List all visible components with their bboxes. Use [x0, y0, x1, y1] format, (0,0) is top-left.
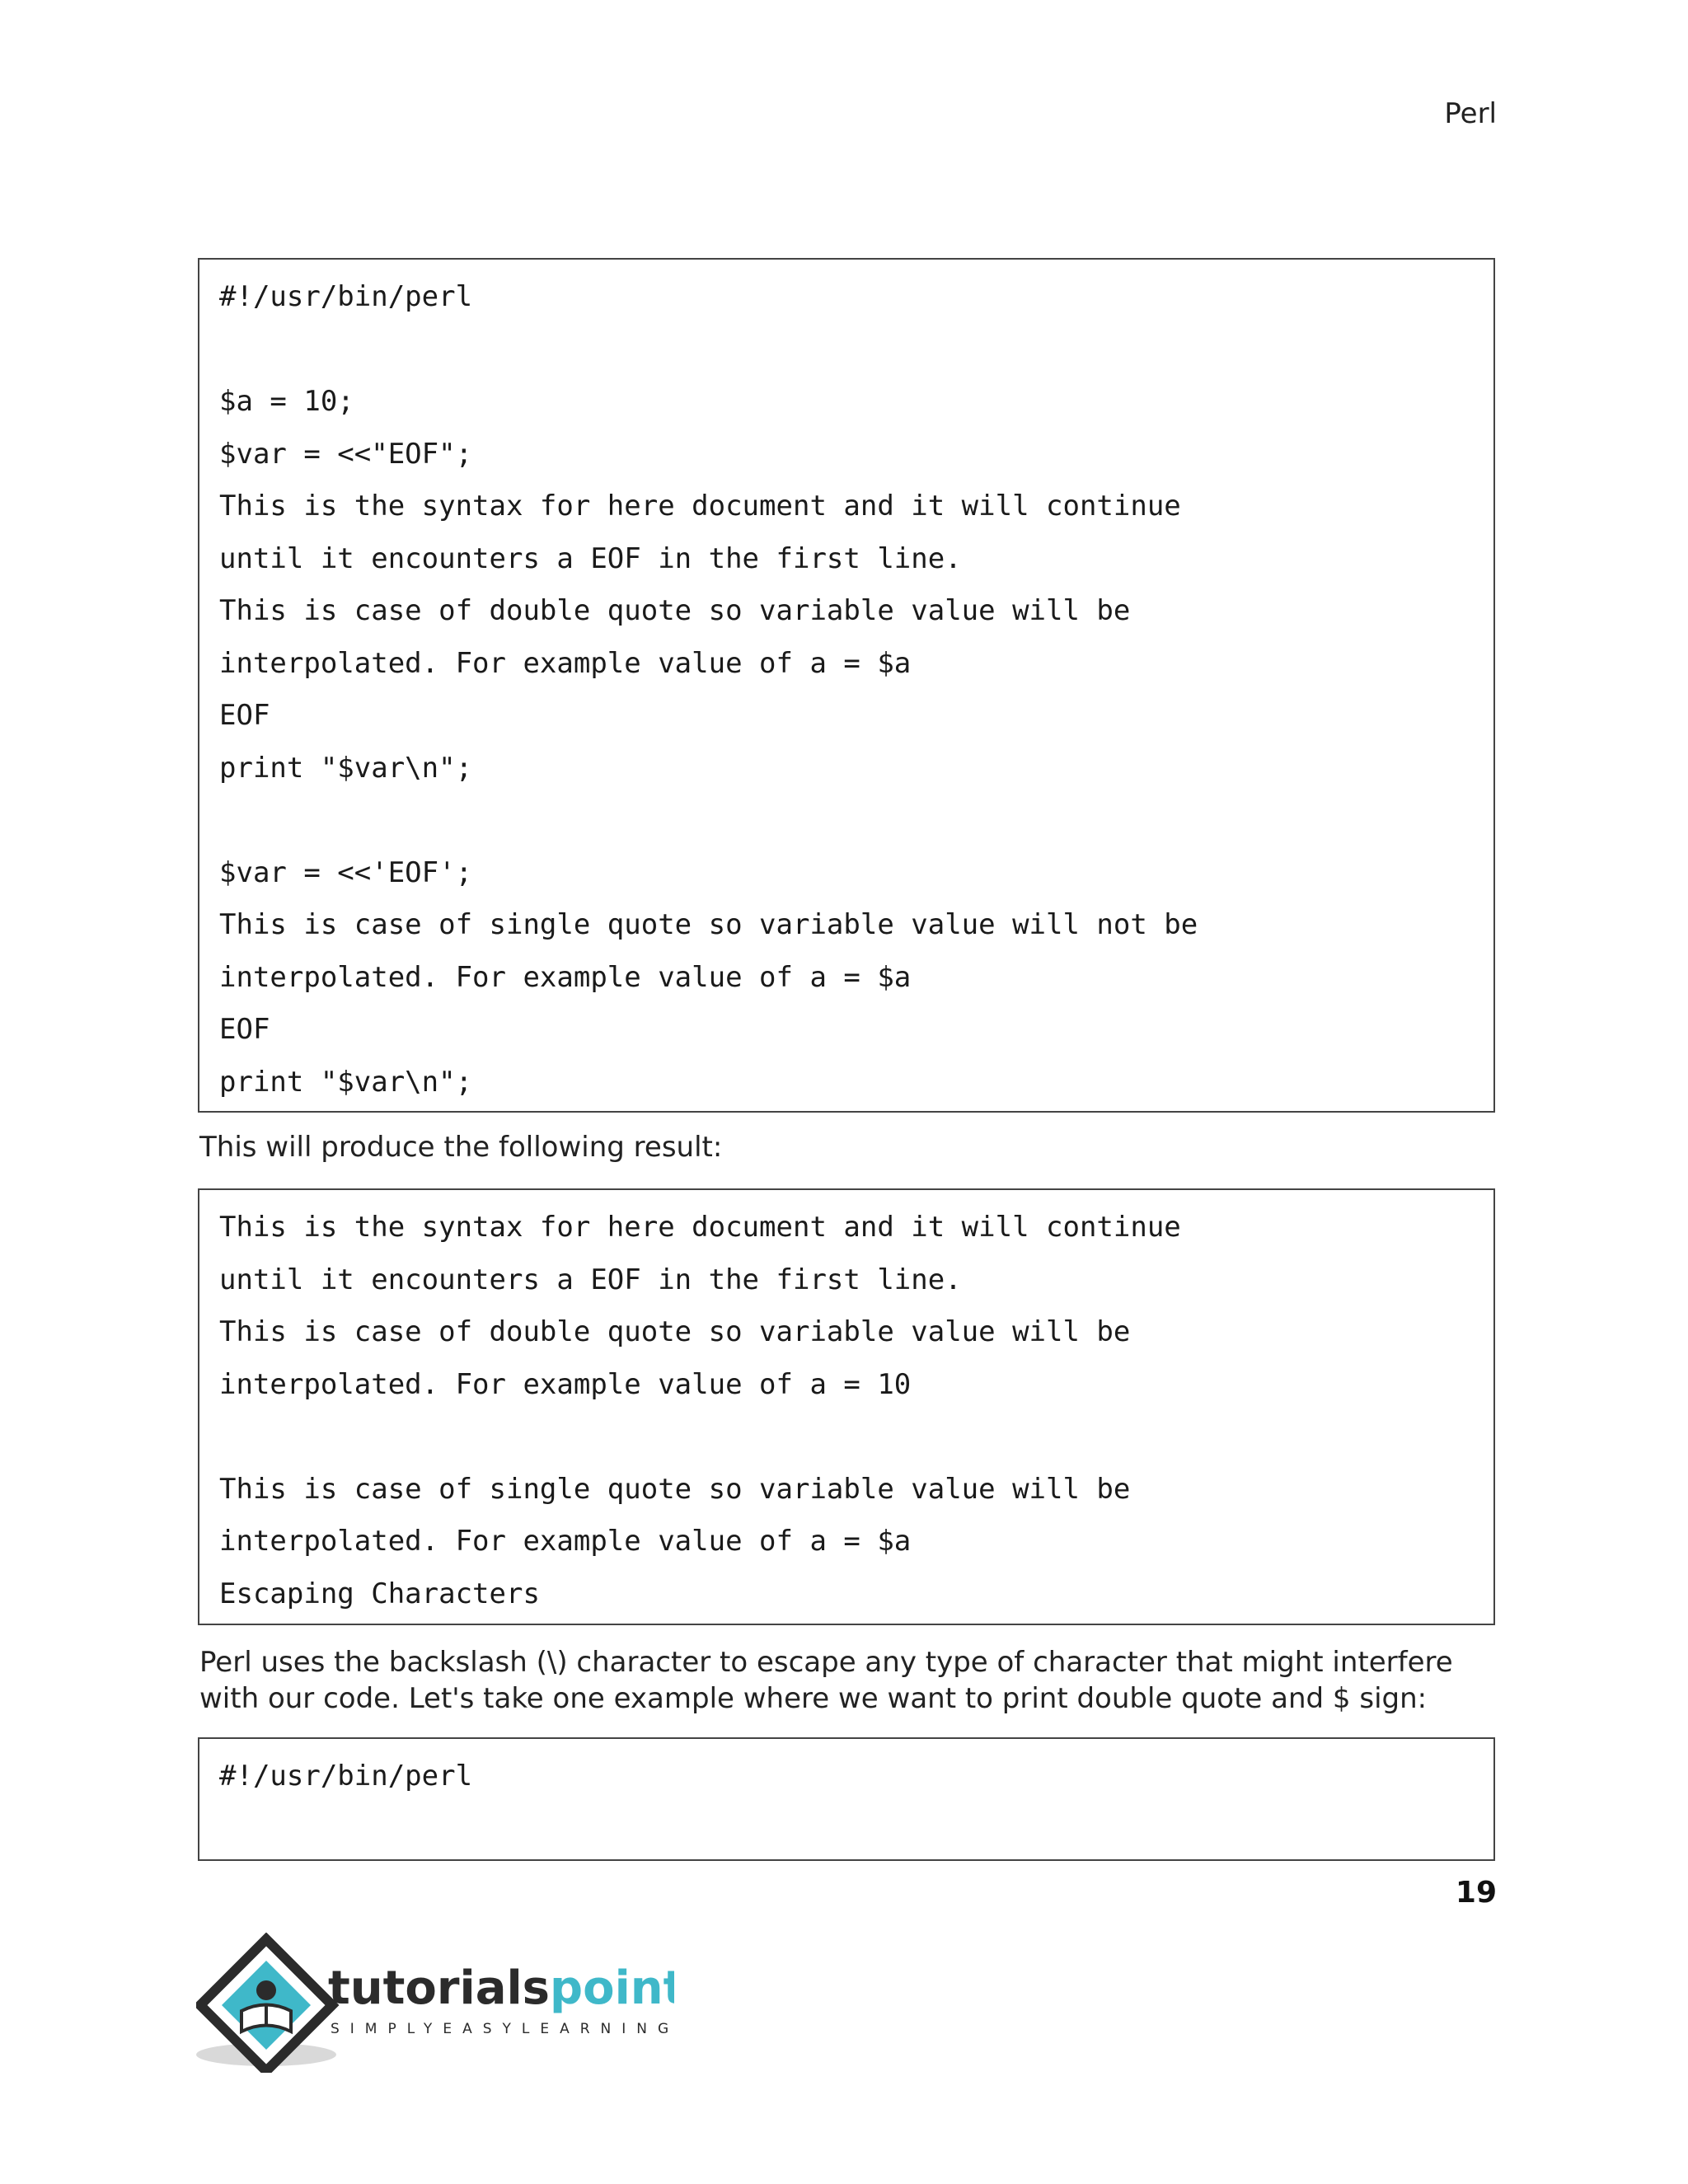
code-line: interpolated. For example value of a = $a [219, 646, 912, 680]
code-line: This is case of double quote so variable value will be [219, 1315, 1131, 1348]
code-line: This is case of double quote so variable value will be [219, 594, 1131, 627]
page-number: 19 [1455, 1876, 1497, 1910]
tutorialspoint-logo [196, 1933, 674, 2073]
code-line: #!/usr/bin/perl [219, 280, 473, 313]
logo-tagline: SIMPLYEASYLEARNING [331, 2021, 674, 2037]
escaping-paragraph: Perl uses the backslash (\) character to escape any type of character that might interfere with our code. Let's take one example where we want to print double quote and $ sign: [199, 1646, 1453, 1715]
code-line [219, 794, 1474, 847]
code-line: interpolated. For example value of a = 10 [219, 1367, 912, 1401]
logo-wordmark [328, 1961, 674, 2015]
code-block-output [198, 1188, 1495, 1625]
logo-word-point: point [550, 1961, 674, 2015]
code-line [219, 324, 1474, 377]
code-line: EOF [219, 699, 270, 732]
page-header-title: Perl [1444, 97, 1497, 130]
code-line: #!/usr/bin/perl [219, 1760, 473, 1793]
code-line: This is case of single quote so variable value will be [219, 1472, 1131, 1506]
result-intro-paragraph: This will produce the following result: [199, 1131, 723, 1164]
code-line: until it encounters a EOF in the first line. [219, 541, 962, 575]
logo-word-tutorials: tutorials [328, 1961, 551, 2015]
code-line: print "$var\n"; [219, 1065, 473, 1099]
code-line: interpolated. For example value of a = $a [219, 960, 912, 994]
code-line: $a = 10; [219, 385, 354, 418]
code-line: until it encounters a EOF in the first line. [219, 1263, 962, 1296]
code-line: This is case of single quote so variable value will not be [219, 908, 1198, 941]
code-line: print "$var\n"; [219, 751, 473, 785]
code-line: Escaping Characters [219, 1577, 540, 1610]
code-block-escape-example [198, 1737, 1495, 1861]
code-line: This is the syntax for here document and it will continue [219, 1211, 1181, 1244]
code-line: $var = <<"EOF"; [219, 437, 473, 471]
code-line: This is the syntax for here document and it will continue [219, 490, 1181, 523]
logo-icon [196, 1933, 674, 2073]
code-block-perl-heredoc [198, 258, 1495, 1113]
code-line [219, 1411, 1474, 1464]
code-line: $var = <<'EOF'; [219, 855, 473, 889]
code-line: EOF [219, 1013, 270, 1046]
code-line: interpolated. For example value of a = $a [219, 1525, 912, 1558]
